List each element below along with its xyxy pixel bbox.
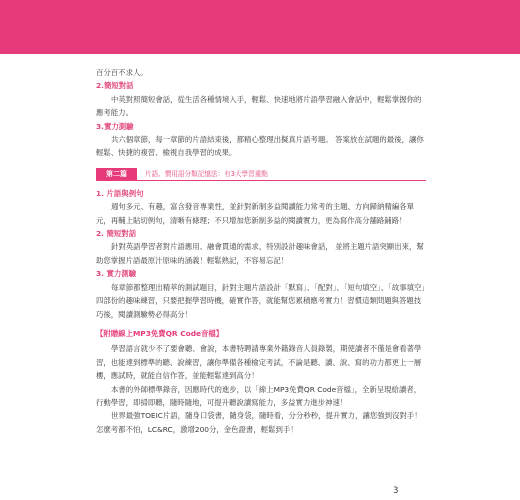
attachment-paragraph-3: 世界最強TOEIC片語，隨身口袋書，隨身袋，隨時看，分分秒秒，提升實力，讓您強到沒對手！怎麼考都不怕，LC&RC，激增200分，金色證書，輕鬆到手！: [96, 411, 422, 434]
section-tag: 第二篇: [96, 168, 137, 180]
attachment-heading: 【附贈線上MP3免費QR Code音檔】: [96, 328, 224, 338]
page-body: [96, 66, 426, 436]
section-title: 片語、慣用語分類記憶法：有3大學習重點: [145, 169, 268, 178]
attachment-paragraph-2: 本書的外師標準錄音，因應時代的進步，以「線上MP3免費QR Code音檔」，全新呈現給讀者，行動學習，即掃即聽，隨時隨地，可提升聽說讀寫能力，多益實力進步神速！: [96, 384, 422, 407]
section2-paragraph-3: 每章節都整理出精萃的測試題目，針對主題片語設計「默寫」、「配對」、「短句填空」、「故事填空」四部份的趣味練習，只要把握學習時機，確實作答，就能幫您累積應考實力！習慣這類問題與答題技巧後，閱讀測驗勢必得高分！: [96, 282, 426, 319]
attachment-paragraph-1: 學習語言就少不了要會聽、會說，本書特聘請專業外籍錄音人員錄製，期使讀者不僅是會看著學習，也能達到標準的聽、說練習，讓你準備各種檢定考試，不論是聽、讀、說、寫的功力都更上一層樓，應試時，就能自信作答，並能輕鬆達到高分！: [96, 344, 422, 381]
header-band: [0, 0, 520, 54]
section2-paragraph-1: 週句多元、有趣，富含發音專業性，並針對新制多益閱讀能力常考的主題、方向歸納精編各單元，再輔上貼切例句，清晰有條理；不只增加您新制多益的閱讀實力，更為寫作高分舖路鋪路！: [96, 202, 415, 225]
page-number: 3: [393, 486, 399, 496]
intro-line: 百分百不求人。: [96, 68, 148, 77]
section2-heading-2: 2. 簡短對話: [96, 229, 137, 239]
part1-heading-2: 2.簡短對話: [96, 81, 134, 91]
part1-paragraph-2: 中英對照簡短會話，從生活各種情境入手，輕鬆、快速地將片語學習融入會話中，輕鬆掌握你的應考能力。: [96, 94, 422, 118]
part1-heading-3: 3.實力測驗: [96, 121, 134, 131]
section2-heading-3: 3. 實力測驗: [96, 269, 137, 279]
part1-paragraph-3: 共六個章節，每一章節的片語結束後，都精心整理出擬真片語考題。 答案放在試題的最後，讓你輕鬆、快捷的複習、檢視自我學習的成果。: [96, 135, 424, 158]
section-header: [96, 168, 426, 181]
section2-paragraph-2: 針對英語學習者對片語應用、融會貫通的需求，特別設計趣味會話， 並將主題片語突顯出來，幫助您掌握片語最原汁原味的涵義！輕鬆熟記，不容易忘記！: [96, 242, 424, 265]
section2-heading-1: 1. 片語與例句: [96, 188, 144, 198]
